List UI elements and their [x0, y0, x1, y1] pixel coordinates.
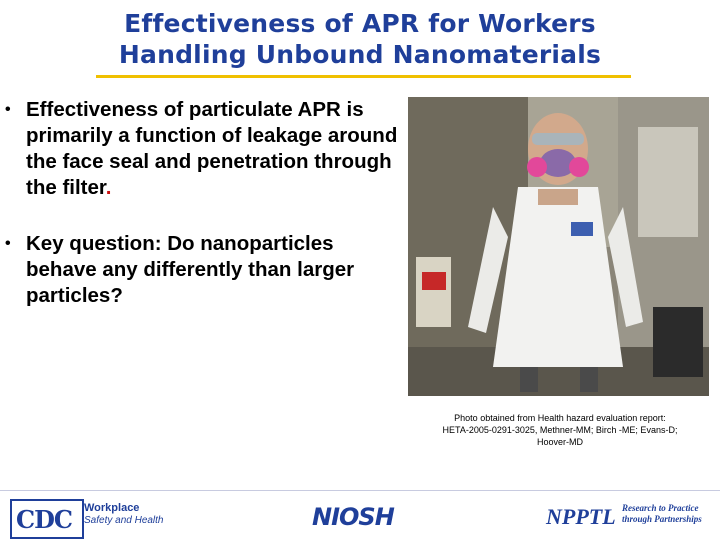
slide-title	[0, 8, 720, 70]
photo-illustration	[408, 97, 709, 396]
footer-bar	[0, 490, 720, 541]
cdc-tagline-2: Safety and Health	[84, 515, 164, 526]
cdc-logo	[10, 499, 84, 539]
photo-caption: Photo obtained from Health hazard evaluation report: HETA-2005-0291-3025, Methner-MM; Birch -ME; Evans-D; Hoover-MD	[442, 413, 678, 447]
cdc-tagline-1: Workplace	[84, 502, 140, 514]
worker-respirator-photo	[408, 97, 709, 396]
npptl-tagline-1: Research to Practice	[622, 503, 699, 513]
bullet-dot-icon: •	[5, 101, 11, 118]
niosh-logo: NIOSH	[312, 503, 394, 531]
bullet-1-period: .	[105, 176, 112, 199]
npptl-logo: NPPTL	[546, 504, 616, 529]
npptl-tagline	[622, 503, 702, 525]
cdc-logo-text: CDC	[16, 505, 73, 534]
bullet-1	[5, 97, 406, 201]
bullet-1-text: Effectiveness of particulate APR is primarily a function of leakage around the face seal and penetration through the filter	[26, 98, 398, 199]
npptl-tagline-2: through Partnerships	[622, 514, 702, 524]
bullet-2	[5, 231, 406, 309]
bullet-dot-icon: •	[5, 235, 11, 252]
title-underline	[96, 75, 631, 78]
title-line-1: Effectiveness of APR for Workers	[124, 9, 596, 38]
title-line-2: Handling Unbound Nanomaterials	[118, 40, 602, 69]
bullet-2-text: Key question: Do nanoparticles behave any differently than larger particles?	[26, 232, 355, 307]
